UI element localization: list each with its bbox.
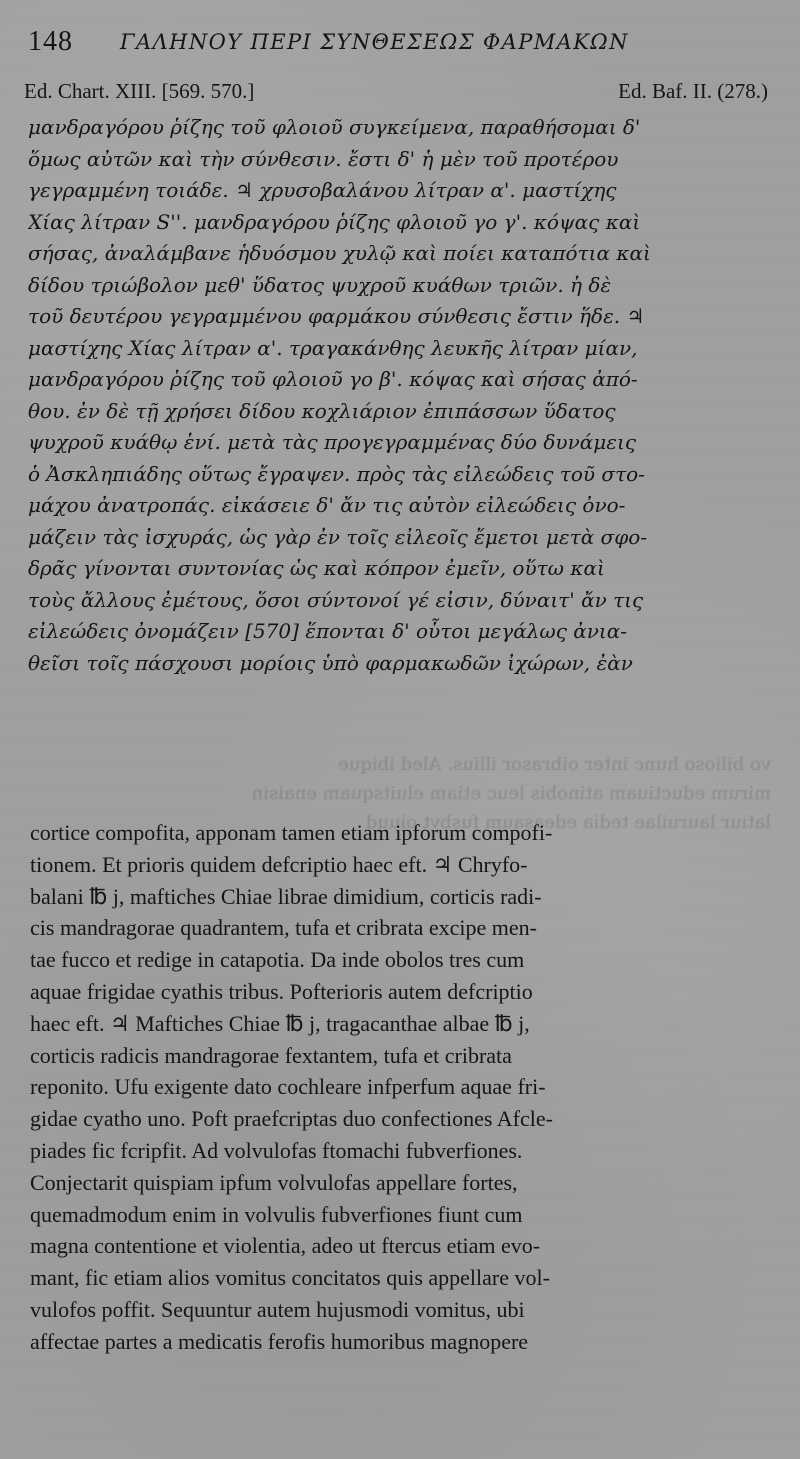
latin-text-line: tae fucco et redige in catapotia. Da inde obolos tres cum: [30, 947, 525, 973]
latin-text-line: haec eft. ♃ Maftiches Chiae ℔ j, tragacanthae albae ℔ j,: [30, 1010, 530, 1036]
greek-text-line: Χίας λίτραν S''. μανδραγόρου ῥίζης φλοιοῦ γο γ'. κόψας καὶ: [28, 209, 641, 234]
greek-text-line: μαστίχης Χίας λίτραν α'. τραγακάνθης λευκῆς λίτραν μίαν,: [28, 335, 638, 360]
latin-text-line: magna contentione et violentia, adeo ut ftercus etiam evo-: [30, 1233, 541, 1259]
latin-text-line: corticis radicis mandragorae fextantem, tufa et cribrata: [30, 1042, 512, 1068]
greek-text-line: δρᾶς γίνονται συντονίας ὡς καὶ κόπρον ἐμεῖν, οὕτω καὶ: [28, 556, 605, 580]
latin-text-line: Conjectarit quispiam ipfum volvulofas appellare fortes,: [30, 1169, 518, 1195]
latin-text-line: piades fic fcripfit. Ad volvulofas ftomachi fubverfiones.: [30, 1137, 523, 1163]
latin-text-block: [30, 817, 770, 1358]
latin-text-line: reponito. Ufu exigente dato cochleare infperfum aquae fri-: [30, 1074, 546, 1100]
page-header: [28, 26, 768, 66]
greek-text-line: δίδου τριώβολον μεθ' ὕδατος ψυχροῦ κυάθων τριῶν. ἡ δὲ: [28, 272, 612, 297]
show-through-line: vo bilioso hunc inter oibrasor illius. Aled ibique: [338, 754, 771, 775]
greek-text-line: γεγραμμένη τοιάδε. ♃ χρυσοβαλάνου λίτραν α'. μαστίχης: [28, 178, 617, 202]
show-through-line: mirum eductiuam atinobis leuc etiam eluitsquam enaisin: [251, 783, 771, 804]
edition-reference-row: [24, 79, 768, 107]
edition-right-reference: Ed. Baf. II. (278.): [618, 79, 768, 103]
latin-text-line: aquae frigidae cyathis tribus. Pofterioris autem defcriptio: [30, 978, 533, 1004]
greek-text-line: τοῦ δευτέρου γεγραμμένου φαρμάκου σύνθεσις ἔστιν ἥδε. ♃: [28, 304, 645, 328]
greek-text-line: μάχου ἀνατροπάς. εἰκάσειε δ' ἄν τις αὐτὸν εἰλεώδεις ὀνο-: [28, 493, 626, 517]
latin-text-line: balani ℔ j, maftiches Chiae librae dimidium, corticis radi-: [30, 883, 542, 909]
greek-text-line: σήσας, ἀναλάμβανε ἡδυόσμου χυλῷ καὶ ποίει καταπότια καὶ: [28, 241, 651, 265]
greek-text-line: μανδραγόρου ῥίζης τοῦ φλοιοῦ συγκείμενα, παραθήσομαι δ': [28, 115, 641, 139]
greek-text-line: ὅμως αὐτῶν καὶ τὴν σύνθεσιν. ἔστι δ' ἡ μὲν τοῦ προτέρου: [28, 146, 619, 171]
greek-text-line: τοὺς ἄλλους ἐμέτους, ὅσοι σύντονοί γέ εἰσιν, δύναιτ' ἄν τις: [28, 587, 644, 612]
greek-text-block: [28, 112, 768, 679]
greek-text-line: εἰλεώδεις ὀνομάζειν [570] ἕπονται δ' οὗτοι μεγάλως ἀνια-: [28, 619, 628, 643]
greek-text-line: ὁ Ἀσκληπιάδης οὕτως ἔγραψεν. πρὸς τὰς εἰλεώδεις τοῦ στο-: [28, 461, 645, 486]
latin-text-line: affectae partes a medicatis ferofis humoribus magnopere: [30, 1328, 529, 1354]
latin-text-line: tionem. Et prioris quidem defcriptio haec eft. ♃ Chryfo-: [30, 851, 528, 877]
greek-text-line: μανδραγόρου ῥίζης τοῦ φλοιοῦ γο β'. κόψας καὶ σήσας ἀπό-: [28, 367, 638, 391]
latin-text-line: quemadmodum enim in volvulis fubverfiones fiunt cum: [30, 1201, 523, 1227]
greek-text-line: θεῖσι τοῖς πάσχουσι μορίοις ὑπὸ φαρμακωδῶν ἰχώρων, ἐὰν: [28, 650, 633, 675]
latin-text-line: mant, fic etiam alios vomitus concitatos quis appellare vol-: [30, 1265, 550, 1291]
greek-text-line: θου. ἐν δὲ τῇ χρήσει δίδου κοχλιάριον ἐπιπάσσων ὕδατος: [28, 398, 616, 423]
page-number: 148: [28, 26, 73, 57]
latin-text-line: cis mandragorae quadrantem, tufa et cribrata excipe men-: [30, 915, 537, 941]
edition-left-reference: Ed. Chart. XIII. [569. 570.]: [24, 79, 255, 103]
greek-text-line: ψυχροῦ κυάθῳ ἑνί. μετὰ τὰς προγεγραμμένας δύο δυνάμεις: [28, 430, 637, 454]
latin-text-line: vulofos poffit. Sequuntur autem hujusmodi vomitus, ubi: [30, 1296, 525, 1322]
show-through-line: latiur lauruilae tedia edeasaum fusbvt oiuud: [365, 812, 771, 833]
greek-text-line: μάζειν τὰς ἰσχυράς, ὡς γὰρ ἐν τοῖς εἰλεοῖς ἔμετοι μετὰ σφο-: [28, 524, 648, 549]
latin-text-line: cortice compofita, apponam tamen etiam ipforum compofi-: [30, 820, 553, 845]
latin-text-line: gidae cyatho uno. Poft praefcriptas duo confectiones Afcle-: [30, 1106, 553, 1132]
running-head: ΓΑΛΗΝΟΥ ΠΕΡΙ ΣΥΝΘΕΣΕΩΣ ΦΑΡΜΑΚΩΝ: [120, 30, 629, 54]
